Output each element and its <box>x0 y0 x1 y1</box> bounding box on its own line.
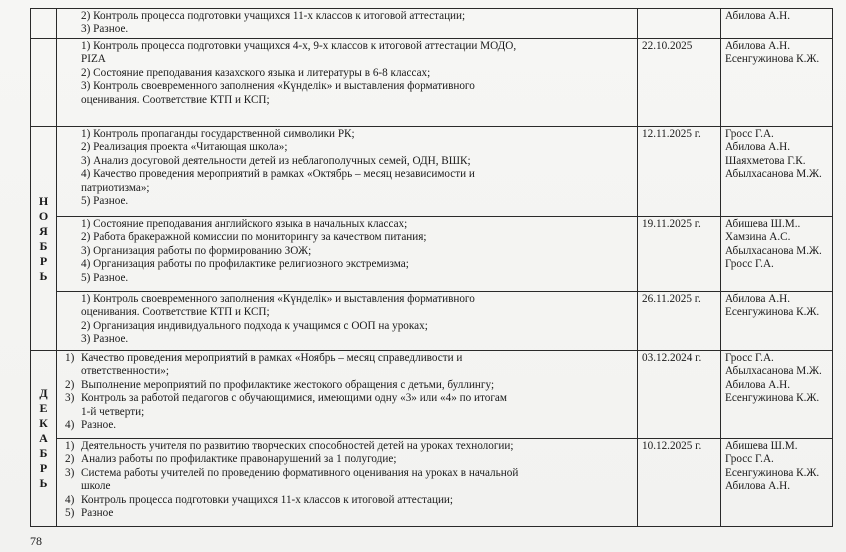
date-cell: 22.10.2025 <box>638 39 721 127</box>
content-cell <box>57 39 638 127</box>
plan-item: 2) Контроль процесса подготовки учащихся 11-х классов к итоговой аттестации; <box>81 10 466 22</box>
responsible-cell <box>721 217 833 292</box>
plan-item: оценивания. Соответствие КТП и КСП; <box>81 93 270 106</box>
content-cell <box>57 292 638 351</box>
table-row <box>31 292 833 351</box>
responsible-person: Есенгужинова К.Ж. <box>725 392 820 405</box>
responsible-person: Хамзина А.С. <box>725 231 791 244</box>
responsible-person: Абилова А.Н. <box>725 480 791 493</box>
plan-item: 3) Организация работы по формированию ЗОЖ; <box>81 244 312 257</box>
plan-item: 1) Деятельность учителя по развитию творческих способностей детей на уроках технологии; <box>65 440 514 452</box>
plan-item: 2) Состояние преподавания казахского языка и литературы в 6-8 классах; <box>81 66 431 79</box>
plan-item: 5) Разное <box>65 507 114 520</box>
table-row <box>31 9 833 39</box>
plan-item: 1) Контроль пропаганды государственной символики РК; <box>81 128 355 140</box>
month-label-december: Д Е К А Б Р Ь <box>39 386 48 490</box>
plan-item: 2) Организация индивидуального подхода к учащимся с ООП на уроках; <box>81 319 428 332</box>
responsible-person: Шаяхметова Г.К. <box>725 154 806 167</box>
responsible-person: Абишева Ш.М. <box>725 440 798 452</box>
responsible-person: Есенгужинова К.Ж. <box>725 53 820 66</box>
month-label-november: Н О Я Б Р Ь <box>38 193 49 283</box>
date-cell: 19.11.2025 г. <box>638 217 721 292</box>
month-cell-october-cont <box>31 9 57 39</box>
table-row <box>31 351 833 439</box>
plan-item: PIZA <box>81 53 106 66</box>
responsible-person: Гросс Г.А. <box>725 258 774 271</box>
date-cell <box>638 9 721 39</box>
plan-item: 3) Разное. <box>81 23 129 36</box>
plan-item: 4) Организация работы по профилактике религиозного экстремизма; <box>81 258 409 271</box>
plan-item: 3) Разное. <box>81 333 129 346</box>
control-plan-table <box>30 8 833 527</box>
page-number: 78 <box>30 534 42 548</box>
content-cell <box>57 439 638 527</box>
plan-item: 3) Контроль своевременного заполнения «Күнделік» и выставления формативного <box>81 80 475 93</box>
table-row <box>31 39 833 127</box>
content-cell <box>57 9 638 39</box>
plan-item: 3) Анализ досуговой деятельности детей из неблагополучных семей, ОДН, ВШК; <box>81 154 471 167</box>
month-cell-october <box>31 39 57 127</box>
content-cell <box>57 351 638 439</box>
content-cell <box>57 217 638 292</box>
plan-item: патриотизма»; <box>81 181 150 194</box>
month-cell-november <box>31 127 57 351</box>
responsible-person: Абилова А.Н. <box>725 293 791 305</box>
table-row <box>31 127 833 217</box>
content-cell <box>57 127 638 217</box>
responsible-person: Есенгужинова К.Ж. <box>725 306 820 319</box>
plan-item: 1) Качество проведения мероприятий в рамках «Ноябрь – месяц справедливости и ответственности»; <box>65 352 463 378</box>
responsible-person: Абылхасанова М.Ж. <box>725 244 822 257</box>
date-cell: 26.11.2025 г. <box>638 292 721 351</box>
responsible-person: Гросс Г.А. <box>725 352 774 364</box>
responsible-cell <box>721 351 833 439</box>
plan-item: 1) Контроль процесса подготовки учащихся 4-х, 9-х классов к итоговой аттестации МОДО, <box>81 40 517 52</box>
responsible-person: Гросс Г.А. <box>725 453 774 466</box>
plan-item: 4) Качество проведения мероприятий в рамках «Октябрь – месяц независимости и <box>81 168 475 181</box>
plan-item: 5) Разное. <box>81 271 129 284</box>
responsible-person: Абилова А.Н. <box>725 141 791 154</box>
date-cell: 12.11.2025 г. <box>638 127 721 217</box>
plan-item: 3) Контроль за работой педагогов с обучающимися, имеющими одну «3» или «4» по итогам 1-й четверти; <box>65 392 507 418</box>
plan-item: 4) Разное. <box>65 419 117 432</box>
plan-item: 4) Контроль процесса подготовки учащихся 11-х классов к итоговой аттестации; <box>65 493 454 506</box>
plan-item: 3) Система работы учителей по проведению формативного оценивания на уроках в начальной школе <box>65 466 519 493</box>
responsible-cell <box>721 9 833 39</box>
responsible-person: Есенгужинова К.Ж. <box>725 466 820 479</box>
responsible-person: Абылхасанова М.Ж. <box>725 168 822 181</box>
plan-item: 1) Состояние преподавания английского языка в начальных классах; <box>81 218 408 230</box>
date-cell: 03.12.2024 г. <box>638 351 721 439</box>
plan-item: 2) Выполнение мероприятий по профилактике жестокого обращения с детьми, буллингу; <box>65 378 495 391</box>
plan-item: 2) Работа бракеражной комиссии по мониторингу за качеством питания; <box>81 231 427 244</box>
responsible-person: Абылхасанова М.Ж. <box>725 365 822 378</box>
responsible-person: Абишева Ш.М.. <box>725 218 801 230</box>
table-row <box>31 439 833 527</box>
date-cell: 10.12.2025 г. <box>638 439 721 527</box>
responsible-cell <box>721 127 833 217</box>
responsible-person: Гросс Г.А. <box>725 128 774 140</box>
plan-item: 1) Контроль своевременного заполнения «Күнделік» и выставления формативного <box>81 293 475 305</box>
month-cell-december <box>31 351 57 527</box>
table-row <box>31 217 833 292</box>
plan-item: 2) Анализ работы по профилактике правонарушений за 1 полугодие; <box>65 453 397 466</box>
plan-item: оценивания. Соответствие КТП и КСП; <box>81 306 270 319</box>
responsible-cell <box>721 39 833 127</box>
plan-item: 2) Реализация проекта «Читающая школа»; <box>81 141 288 154</box>
plan-item: 5) Разное. <box>81 195 129 208</box>
responsible-person: Абилова А.Н. <box>725 10 791 22</box>
responsible-person: Абилова А.Н. <box>725 40 791 52</box>
responsible-cell <box>721 292 833 351</box>
responsible-person: Абилова А.Н. <box>725 378 791 391</box>
responsible-cell <box>721 439 833 527</box>
